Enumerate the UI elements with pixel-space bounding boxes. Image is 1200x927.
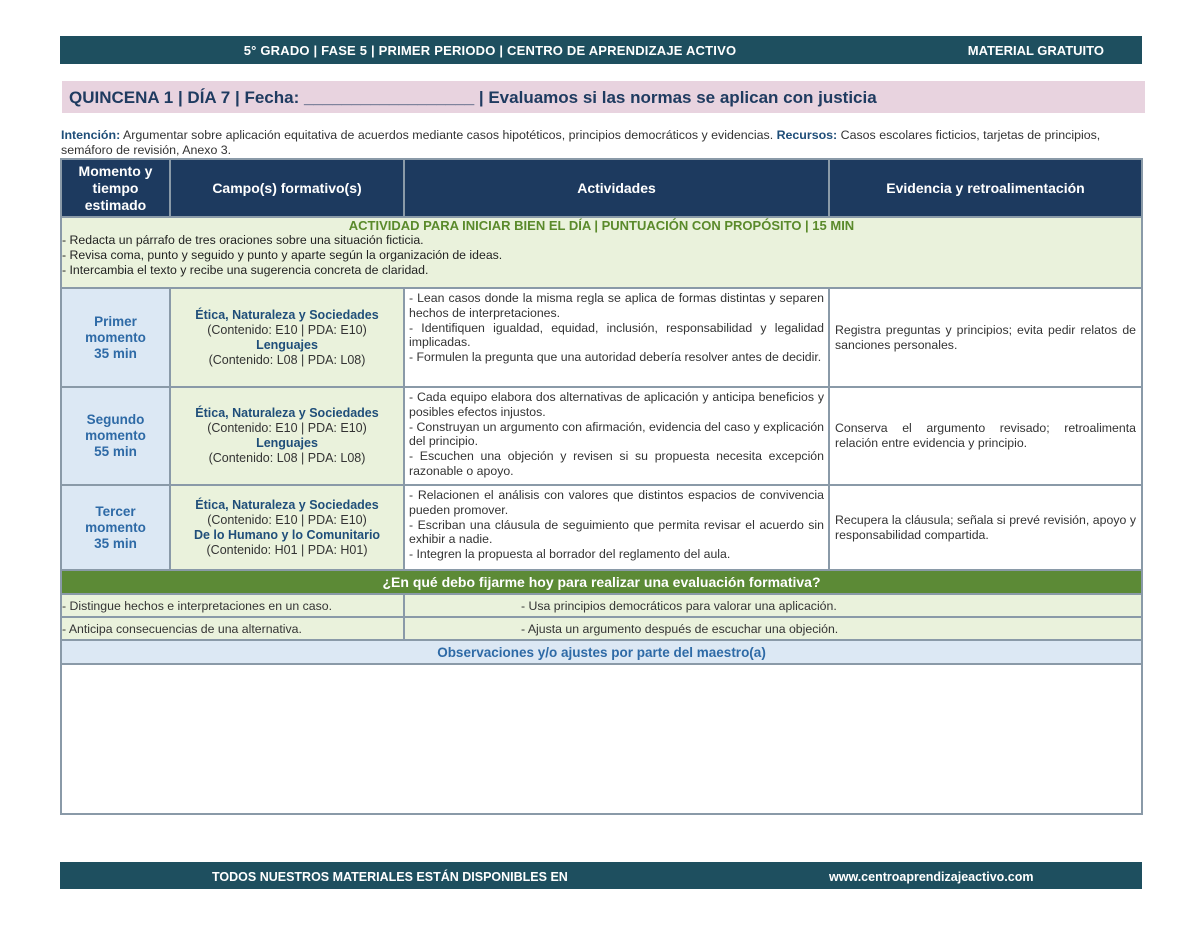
field-name: Lenguajes xyxy=(256,337,318,352)
formative-fields xyxy=(170,387,404,485)
intent-label: Intención: xyxy=(61,128,121,142)
warmup-line: - Revisa coma, punto y seguido y punto y aparte según la organización de ideas. xyxy=(62,248,503,262)
footer-bar xyxy=(60,862,1142,889)
field-content: (Contenido: E10 | PDA: E10) xyxy=(207,421,367,435)
header-bar xyxy=(60,36,1142,64)
moment-word: Primer xyxy=(94,313,137,329)
field-name: Ética, Naturaleza y Sociedades xyxy=(195,406,379,420)
activity-item: - Escriban una cláusula de seguimiento que permita revisar el acuerdo sin exhibir a nadie. xyxy=(409,517,824,547)
warmup-line: - Intercambia el texto y recibe una sugerencia concreta de claridad. xyxy=(62,263,429,277)
moment-word: momento xyxy=(85,329,146,345)
table-header-row xyxy=(61,159,1142,217)
evidence-cell: Conserva el argumento revisado; retroalimenta relación entre evidencia y principio. xyxy=(829,387,1142,485)
observations-title: Observaciones y/o ajustes por parte del maestro(a) xyxy=(61,640,1142,664)
activity-item: - Escuchen una objeción y revisen si su propuesta necesita excepción razonable o apoyo. xyxy=(409,449,824,478)
activities-cell xyxy=(404,485,829,570)
warmup-cell xyxy=(61,217,1142,288)
criterion: - Usa principios democráticos para valorar una aplicación. xyxy=(404,594,1142,617)
header-activities: Actividades xyxy=(404,159,829,217)
criteria-row xyxy=(61,617,1142,640)
intent-paragraph xyxy=(61,128,1141,157)
page-title: QUINCENA 1 | DÍA 7 | Fecha: __________________ | Evaluamos si las normas se aplican con justicia xyxy=(69,88,877,107)
header-free-label: MATERIAL GRATUITO xyxy=(967,43,1104,58)
observations-title-row xyxy=(61,640,1142,664)
moment-time: 35 min xyxy=(94,535,137,551)
moment-label xyxy=(61,485,170,570)
moment-row-3 xyxy=(61,485,1142,570)
intent-text: Argumentar sobre aplicación equitativa de acuerdos mediante casos hipotéticos, principios democráticos y evidencias. xyxy=(120,128,777,142)
criterion: - Distingue hechos e interpretaciones en un caso. xyxy=(61,594,404,617)
header-info: 5° GRADO | FASE 5 | PRIMER PERIODO | CENTRO DE APRENDIZAJE ACTIVO xyxy=(243,43,737,58)
activity-item: - Formulen la pregunta que una autoridad debería resolver antes de decidir. xyxy=(409,350,822,365)
moment-label xyxy=(61,387,170,485)
criterion: - Anticipa consecuencias de una alternativa. xyxy=(61,617,404,640)
field-name: Ética, Naturaleza y Sociedades xyxy=(195,497,379,512)
activity-item: - Identifiquen igualdad, equidad, inclusión, responsabilidad y legalidad implicadas. xyxy=(409,320,824,350)
moment-word: momento xyxy=(85,428,146,443)
field-name: De lo Humano y lo Comunitario xyxy=(193,527,381,542)
plan-table xyxy=(60,158,1143,815)
warmup-title: ACTIVIDAD PARA INICIAR BIEN EL DÍA | PUNTUACIÓN CON PROPÓSITO | 15 MIN xyxy=(348,218,855,233)
title-bar xyxy=(62,81,1145,113)
activities-cell xyxy=(404,387,829,485)
evidence-cell: Recupera la cláusula; señala si prevé revisión, apoyo y responsabilidad compartida. xyxy=(829,485,1142,570)
moment-time: 55 min xyxy=(94,444,137,459)
header-moment: Momento y tiempo estimado xyxy=(61,159,170,217)
activity-item: - Construyan un argumento con afirmación, evidencia del caso y explicación del principio. xyxy=(409,419,824,449)
header-field: Campo(s) formativo(s) xyxy=(170,159,404,217)
field-content: (Contenido: E10 | PDA: E10) xyxy=(207,512,367,527)
moment-row-2 xyxy=(61,387,1142,485)
formative-title: ¿En qué debo fijarme hoy para realizar una evaluación formativa? xyxy=(61,570,1142,594)
observations-box[interactable] xyxy=(61,664,1142,814)
footer-url[interactable]: www.centroaprendizajeactivo.com xyxy=(829,870,1034,884)
criteria-row xyxy=(61,594,1142,617)
resources-text: Casos escolares ficticios, tarjetas de principios, semáforo de revisión, Anexo 3. xyxy=(61,128,1101,157)
footer-text: TODOS NUESTROS MATERIALES ESTÁN DISPONIBLES EN xyxy=(212,870,568,884)
field-name: Lenguajes xyxy=(256,436,318,450)
moment-word: momento xyxy=(85,519,146,535)
field-name: Ética, Naturaleza y Sociedades xyxy=(195,307,379,322)
moment-word: Tercer xyxy=(95,503,136,519)
activity-item: - Integren la propuesta al borrador del reglamento del aula. xyxy=(409,547,731,562)
moment-word: Segundo xyxy=(86,412,145,427)
warmup-row xyxy=(61,217,1142,288)
formative-fields xyxy=(170,288,404,387)
warmup-line: - Redacta un párrafo de tres oraciones sobre una situación ficticia. xyxy=(62,233,424,247)
activity-item: - Cada equipo elabora dos alternativas de aplicación y anticipa beneficios y posibles efectos injustos. xyxy=(409,390,824,419)
field-content: (Contenido: E10 | PDA: E10) xyxy=(207,322,367,337)
activities-cell xyxy=(404,288,829,387)
field-content: (Contenido: L08 | PDA: L08) xyxy=(208,352,366,367)
activity-item: - Relacionen el análisis con valores que distintos espacios de convivencia pueden promover. xyxy=(409,488,824,517)
observations-area xyxy=(61,664,1142,814)
header-evidence: Evidencia y retroalimentación xyxy=(829,159,1142,217)
moment-time: 35 min xyxy=(94,345,137,361)
moment-row-1 xyxy=(61,288,1142,387)
field-content: (Contenido: L08 | PDA: L08) xyxy=(208,451,366,465)
formative-title-row xyxy=(61,570,1142,594)
moment-label xyxy=(61,288,170,387)
formative-fields xyxy=(170,485,404,570)
criterion: - Ajusta un argumento después de escuchar una objeción. xyxy=(404,617,1142,640)
resources-label: Recursos: xyxy=(776,128,838,142)
evidence-cell: Registra preguntas y principios; evita pedir relatos de sanciones personales. xyxy=(829,288,1142,387)
field-content: (Contenido: H01 | PDA: H01) xyxy=(206,542,368,557)
activity-item: - Lean casos donde la misma regla se aplica de formas distintas y separen hechos de interpretaciones. xyxy=(409,291,824,320)
